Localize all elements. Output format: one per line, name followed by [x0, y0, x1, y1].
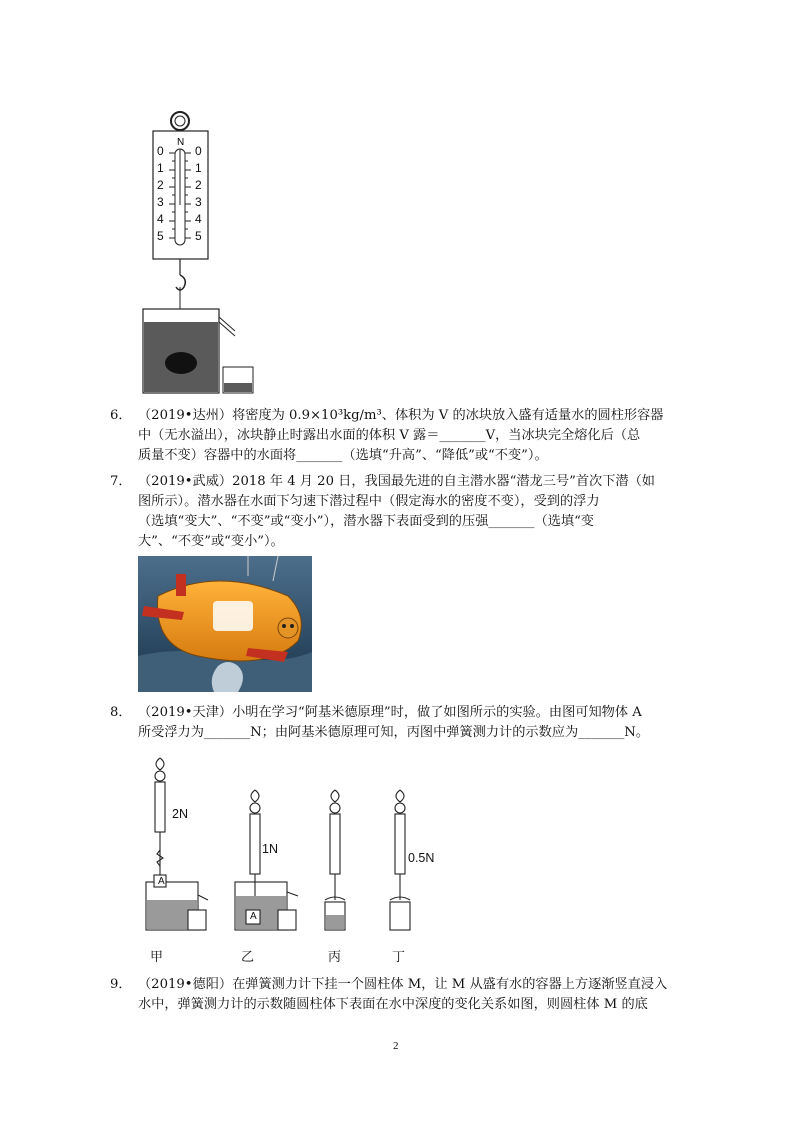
reading-label: 0.5N — [408, 851, 435, 865]
reading-label: 1N — [262, 842, 278, 856]
tick-label: 3 — [157, 195, 164, 209]
question-8 — [110, 703, 678, 743]
caption-label: 甲 — [150, 950, 164, 965]
question-text-line: （2019•达州）将密度为 0.9×10³kg/m³、体积为 V 的冰块放入盛有适量水的圆柱形容器 — [138, 408, 664, 423]
question-number: 6． — [110, 408, 132, 423]
tick-label: 2 — [195, 178, 202, 192]
tick-label: 0 — [195, 144, 202, 158]
question-7 — [110, 472, 678, 552]
tick-label: 4 — [195, 212, 202, 226]
question-text-line: （选填“变大”、“不变”或“变小”），潜水器下表面受到的压强_______（选填“变 — [138, 514, 594, 529]
question-text-line: （2019•德阳）在弹簧测力计下挂一个圆柱体 M，让 M 从盛有水的容器上方逐渐竖直浸入 — [138, 977, 668, 992]
question-text-line: 水中，弹簧测力计的示数随圆柱体下表面在水中深度的变化关系如图，则圆柱体 M 的底 — [138, 997, 648, 1012]
svg-text:N: N — [177, 137, 185, 148]
caption-label: 丁 — [392, 950, 406, 965]
question-text-line: （2019•天津）小明在学习“阿基米德原理”时，做了如图所示的实验。由图可知物体 A — [138, 705, 642, 720]
scale-left-ticks — [157, 143, 164, 245]
tick-label: 1 — [157, 161, 164, 175]
tick-label: 3 — [195, 195, 202, 209]
question-number: 8． — [110, 705, 132, 720]
submersible-image — [138, 556, 312, 692]
tick-label: 4 — [157, 212, 164, 226]
object-label: A — [158, 876, 165, 887]
tick-label: 5 — [157, 229, 164, 243]
archimedes-experiment-figure — [138, 750, 468, 965]
object-label: A — [250, 911, 257, 922]
tick-label: 1 — [195, 161, 202, 175]
question-text-line: （2019•武威）2018 年 4 月 20 日，我国最先进的自主潜水器“潜龙三号”首次下潜（如 — [138, 474, 655, 489]
spring-scale-figure — [135, 105, 255, 397]
tick-label: 2 — [157, 178, 164, 192]
question-number: 7． — [110, 474, 132, 489]
caption-label: 丙 — [328, 950, 342, 965]
question-6 — [110, 406, 678, 466]
reading-label: 2N — [172, 807, 188, 821]
question-text-line: 中（无水溢出），冰块静止时露出水面的体积 V 露＝_______V，当冰块完全熔化后（总 — [138, 428, 641, 443]
caption-label: 乙 — [241, 950, 255, 965]
question-9 — [110, 975, 678, 1015]
question-text-line: 大”、“不变”或“变小”）。 — [138, 534, 284, 549]
question-text-line: 质量不变）容器中的水面将_______（选填“升高”、“降低”或“不变”）。 — [138, 448, 548, 463]
submersible-photo — [138, 556, 312, 692]
question-text-line: 所受浮力为_______N；由阿基米德原理可知，丙图中弹簧测力计的示数应为_______N。 — [138, 725, 650, 740]
tick-label: 5 — [195, 229, 202, 243]
page-number: 2 — [393, 1040, 399, 1052]
scale-right-ticks — [195, 143, 202, 245]
tick-label: 0 — [157, 144, 164, 158]
question-text-line: 图所示）。潜水器在水面下匀速下潜过程中（假定海水的密度不变），受到的浮力 — [138, 494, 600, 509]
question-number: 9． — [110, 977, 132, 992]
